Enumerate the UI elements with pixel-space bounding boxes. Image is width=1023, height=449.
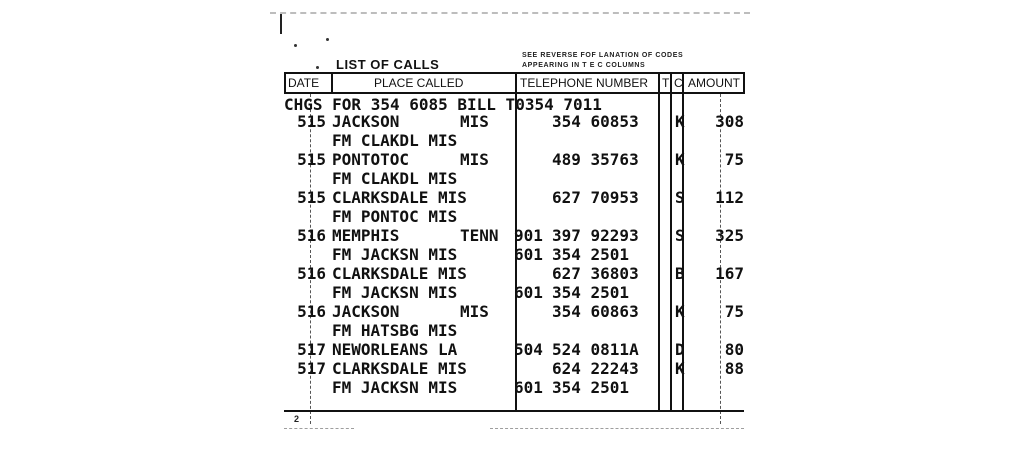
call-row [270, 112, 750, 131]
call-date: 516 [297, 264, 326, 283]
call-state: TENN [460, 226, 499, 245]
form-title: LIST OF CALLS [336, 57, 440, 72]
call-date: 515 [297, 188, 326, 207]
call-tc: D [675, 340, 685, 359]
call-place: FM CLAKDL MIS [332, 131, 458, 150]
footer-dashed-rule [284, 428, 354, 429]
call-tc: K [675, 359, 685, 378]
call-place: FM JACKSN MIS [332, 283, 458, 302]
speck [294, 44, 297, 47]
speck [326, 38, 329, 41]
call-tc: K [675, 302, 685, 321]
column-date: DATE [288, 76, 320, 90]
call-place: CLARKSDALE MIS [332, 188, 467, 207]
call-state: MIS [460, 112, 489, 131]
call-area: 901 [514, 226, 543, 245]
call-tel: 354 60863 [552, 302, 639, 321]
call-amount: 75 [724, 302, 744, 321]
call-place: NEWORLEANS LA [332, 340, 458, 359]
call-tel: 354 2501 [552, 283, 630, 302]
call-date: 515 [297, 150, 326, 169]
call-tc: K [675, 112, 685, 131]
footer-mark: 2 [294, 414, 300, 424]
call-row [270, 226, 750, 245]
call-date: 517 [297, 359, 326, 378]
header-bottom-rule [284, 92, 744, 94]
call-row [270, 283, 750, 302]
call-place: JACKSON [332, 112, 400, 131]
call-area: 601 [514, 245, 543, 264]
call-row [270, 340, 750, 359]
call-list-document [270, 0, 750, 449]
column-place-called: PLACE CALLED [374, 76, 464, 90]
column-divider [743, 72, 745, 94]
call-area: 601 [514, 378, 543, 397]
call-area: 601 [514, 283, 543, 302]
call-row [270, 207, 750, 226]
call-row [270, 321, 750, 340]
call-amount: 112 [715, 188, 744, 207]
call-tel: 524 0811A [552, 340, 639, 359]
footer-dashed-rule [490, 428, 744, 429]
call-place: FM JACKSN MIS [332, 378, 458, 397]
call-row [270, 131, 750, 150]
call-amount: 88 [724, 359, 744, 378]
call-place: PONTOTOC [332, 150, 410, 169]
call-date: 516 [297, 302, 326, 321]
column-amount: AMOUNT [688, 76, 740, 90]
call-row [270, 245, 750, 264]
call-tel: 354 60853 [552, 112, 639, 131]
call-tc: B [675, 264, 685, 283]
call-amount: 75 [724, 150, 744, 169]
margin-mark [280, 14, 282, 34]
column-divider [284, 72, 286, 94]
call-tel: 624 22243 [552, 359, 639, 378]
call-tc: S [675, 226, 685, 245]
column-c: C [674, 76, 683, 90]
call-tc: S [675, 188, 685, 207]
call-state: MIS [460, 150, 489, 169]
call-amount: 167 [715, 264, 744, 283]
call-place: MEMPHIS [332, 226, 400, 245]
reverse-note-line2: APPEARING IN T E C COLUMNS [522, 62, 646, 69]
call-area: 504 [514, 340, 543, 359]
call-tel: 354 2501 [552, 245, 630, 264]
call-tel: 354 2501 [552, 378, 630, 397]
call-date: 516 [297, 226, 326, 245]
call-amount: 80 [724, 340, 744, 359]
header-top-rule [284, 72, 744, 74]
top-dashed-rule [270, 12, 750, 14]
call-tel: 627 36803 [552, 264, 639, 283]
call-date: 517 [297, 340, 326, 359]
call-tel: 489 35763 [552, 150, 639, 169]
call-date: 515 [297, 112, 326, 131]
call-place: CLARKSDALE MIS [332, 264, 467, 283]
call-row [270, 150, 750, 169]
call-row [270, 169, 750, 188]
call-state: MIS [460, 302, 489, 321]
call-amount: 308 [715, 112, 744, 131]
column-t: T [662, 76, 670, 90]
charges-header-line: CHGS FOR 354 6085 BILL T0354 7011 [284, 95, 602, 114]
column-telephone: TELEPHONE NUMBER [520, 76, 649, 90]
reverse-note-line1: SEE REVERSE FOF LANATION OF CODES [522, 52, 684, 59]
call-row [270, 264, 750, 283]
column-divider [331, 72, 333, 94]
call-row [270, 302, 750, 321]
call-place: FM CLAKDL MIS [332, 169, 458, 188]
call-place: FM HATSBG MIS [332, 321, 458, 340]
speck [316, 66, 319, 69]
call-row [270, 188, 750, 207]
call-row [270, 359, 750, 378]
call-place: JACKSON [332, 302, 400, 321]
call-place: FM JACKSN MIS [332, 245, 458, 264]
call-amount: 325 [715, 226, 744, 245]
table-bottom-rule [284, 410, 744, 412]
call-row [270, 378, 750, 397]
call-place: FM PONTOC MIS [332, 207, 458, 226]
call-tc: K [675, 150, 685, 169]
call-place: CLARKSDALE MIS [332, 359, 467, 378]
call-tel: 627 70953 [552, 188, 639, 207]
call-tel: 397 92293 [552, 226, 639, 245]
